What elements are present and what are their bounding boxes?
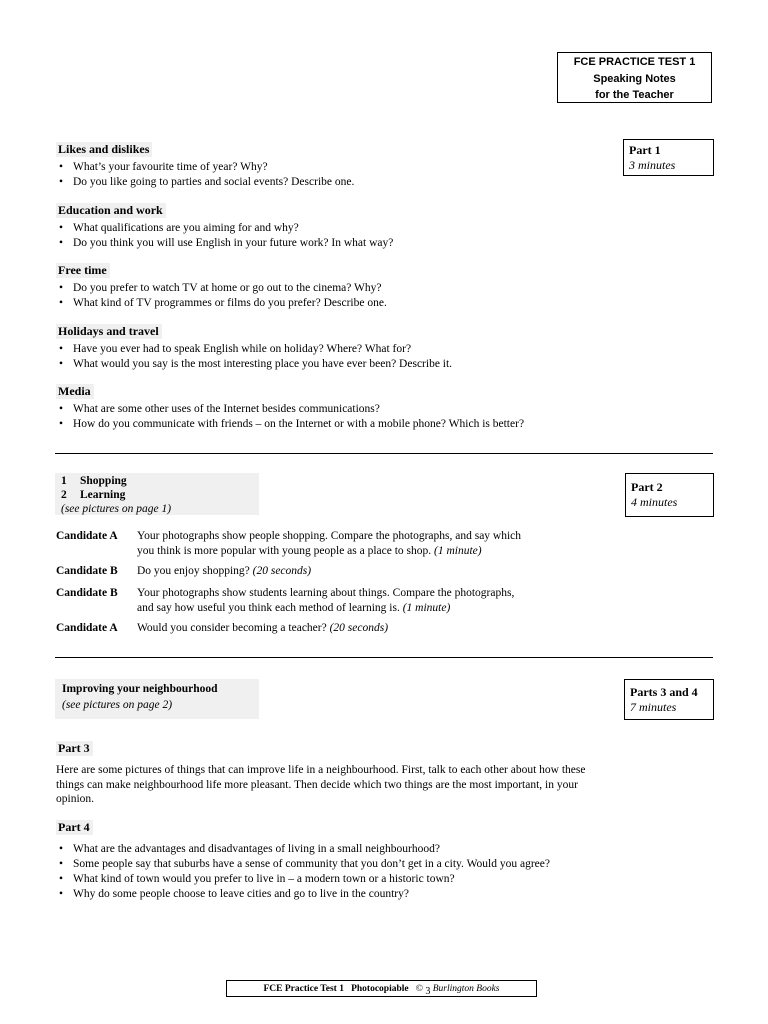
footer-photocopiable: Photocopiable: [351, 984, 409, 994]
header-subtitle: Speaking Notes: [593, 72, 676, 85]
divider-line: [55, 453, 713, 454]
page-footer: [226, 980, 537, 997]
part34-topic-box: [55, 679, 259, 719]
section-heading: Part 4: [56, 820, 93, 835]
task-timing: (1 minute): [402, 601, 451, 614]
part1-section-likes: [56, 142, 616, 190]
part1-section-education: [56, 203, 616, 251]
divider-line: [55, 657, 713, 658]
part34-title: Parts 3 and 4: [630, 685, 698, 699]
part2-box: [625, 473, 714, 517]
candidate-label: Candidate B: [56, 587, 118, 599]
task-timing: (20 seconds): [252, 565, 312, 577]
topic-line-1: [61, 474, 259, 488]
question-item: • What are some other uses of the Internet besides communications?: [56, 402, 616, 417]
question-item: • Why do some people choose to leave cities and go to live in the country?: [56, 887, 616, 902]
section-heading: Free time: [56, 263, 110, 278]
candidate-label: Candidate A: [56, 622, 118, 634]
candidate-instructions: [137, 564, 616, 579]
footer-test-name: FCE Practice Test 1: [263, 984, 344, 994]
part1-box: [623, 139, 714, 176]
part1-section-media: [56, 384, 616, 432]
question-item: • What qualifications are you aiming for and why?: [56, 221, 616, 236]
question-item: • Do you prefer to watch TV at home or go out to the cinema? Why?: [56, 281, 616, 296]
see-pictures-note: (see pictures on page 2): [62, 699, 173, 711]
question-item: • Have you ever had to speak English while on holiday? Where? What for?: [56, 342, 616, 357]
task-timing: (1 minute): [434, 544, 482, 557]
section-heading: Education and work: [56, 203, 166, 218]
candidate-label: Candidate B: [56, 565, 118, 577]
topic-number: 2: [61, 489, 67, 501]
task-line: you think is more popular with young people as a place to shop.: [137, 544, 432, 557]
see-pictures-note: (see pictures on page 1): [61, 503, 172, 515]
question-item: • Do you like going to parties and social events? Describe one.: [56, 175, 616, 190]
question-item: • What would you say is the most interesting place you have ever been? Describe it.: [56, 357, 616, 372]
section-heading: Holidays and travel: [56, 324, 162, 339]
part1-section-free-time: [56, 263, 616, 311]
part1-title: Part 1: [629, 143, 661, 157]
document-header-box: [557, 52, 712, 103]
candidate-task: [56, 529, 616, 558]
task-timing: (20 seconds): [329, 622, 389, 634]
topic-title: Learning: [80, 489, 126, 501]
question-item: • How do you communicate with friends – on the Internet or with a mobile phone? Which is better?: [56, 417, 616, 432]
task-line: Your photographs show students learning about things. Compare the photographs,: [137, 587, 515, 599]
part2-topic-box: [55, 473, 259, 515]
candidate-task: [56, 586, 616, 615]
question-item: • What kind of TV programmes or films do you prefer? Describe one.: [56, 296, 616, 311]
task-line: Your photographs show people shopping. Compare the photographs, and say which: [137, 530, 522, 542]
part1-time: 3 minutes: [629, 158, 676, 172]
part4-section: [56, 820, 616, 902]
candidate-instructions: [137, 529, 616, 558]
candidate-instructions: [137, 621, 616, 636]
candidate-task: [56, 621, 616, 636]
header-title: FCE PRACTICE TEST 1: [573, 56, 696, 68]
task-line: Would you consider becoming a teacher?: [137, 622, 327, 634]
question-item: • Do you think you will use English in your future work? In what way?: [56, 236, 616, 251]
topic-title: Shopping: [80, 475, 127, 487]
topic-line-2: [61, 488, 259, 502]
candidate-label: Candidate A: [56, 530, 118, 542]
footer-publisher: Burlington Books: [432, 984, 500, 994]
part1-section-holidays: [56, 324, 616, 372]
question-item: • What’s your favourite time of year? Why?: [56, 160, 616, 175]
topic-title: Improving your neighbourhood: [62, 683, 218, 695]
candidate-instructions: [137, 586, 616, 615]
section-heading: Media: [56, 384, 94, 399]
footer-page-number: 3: [425, 986, 431, 997]
task-line: and say how useful you think each method of learning is.: [137, 601, 400, 614]
section-heading: Part 3: [56, 741, 93, 756]
copyright-icon: ©: [415, 984, 423, 994]
candidate-task: [56, 564, 616, 579]
part3-section: [56, 741, 616, 757]
topic-number: 1: [61, 475, 67, 487]
question-item: • What kind of town would you prefer to live in – a modern town or a historic town?: [56, 872, 616, 887]
task-line: Do you enjoy shopping?: [137, 565, 250, 577]
part3-instructions: Here are some pictures of things that can improve life in a neighbourhood. First, talk to each other about how these things can make neighbourhood life more pleasant. Then decide which two things are the most important, in your opinion.: [56, 764, 586, 805]
header-audience: for the Teacher: [595, 89, 674, 101]
section-heading: Likes and dislikes: [56, 142, 152, 157]
part34-time: 7 minutes: [630, 700, 677, 714]
question-item: • What are the advantages and disadvantages of living in a small neighbourhood?: [56, 842, 616, 857]
question-item: • Some people say that suburbs have a sense of community that you don’t get in a city. Would you agree?: [56, 857, 616, 872]
part2-time: 4 minutes: [631, 495, 678, 509]
part34-box: [624, 679, 714, 720]
part2-title: Part 2: [631, 480, 663, 494]
